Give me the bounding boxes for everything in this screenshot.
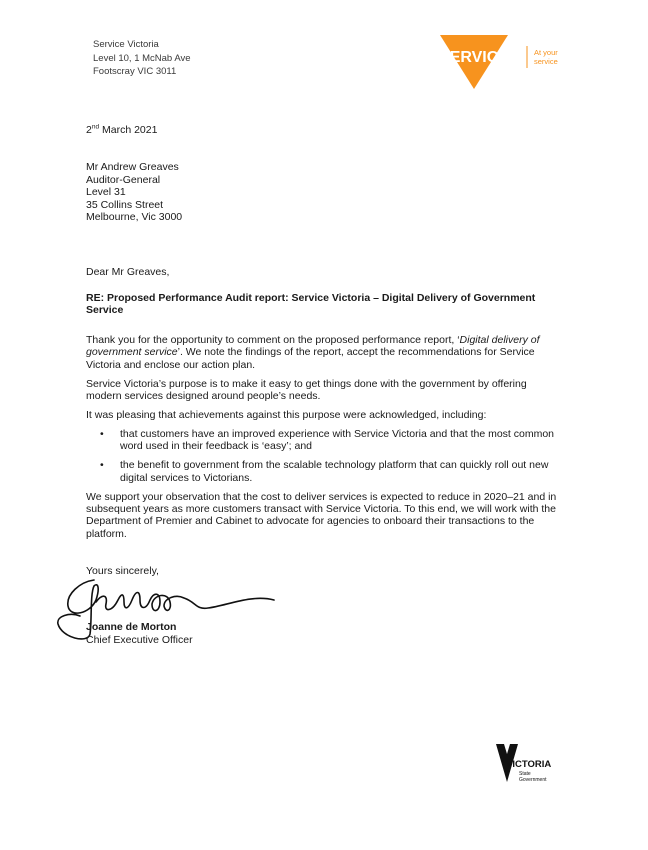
logo-tagline-2: service: [534, 57, 558, 66]
sender-address: [93, 38, 191, 79]
logo-tagline-1: At your: [534, 48, 558, 57]
signer-name: Joanne de Morton: [86, 621, 177, 633]
sender-name: Service Victoria: [93, 39, 159, 50]
logo-wordmark: SERVICE: [439, 49, 509, 66]
paragraph: We support your observation that the cost to deliver services is expected to reduce in 2020–21 and in subsequent years as more customers transact with Service Victoria. To this end, we will work with the Department of Premier and Cabinet to advocate for agencies to onboard their transactions to the platform.: [86, 490, 557, 540]
sender-suburb: Footscray VIC 3011: [93, 66, 177, 77]
vic-logo-sub1: State: [519, 771, 531, 777]
paragraph: It was pleasing that achievements against this purpose were acknowledged, including:: [86, 409, 487, 422]
signer-title: Chief Executive Officer: [86, 633, 193, 646]
paragraph: Thank you for the opportunity to comment on the proposed performance report, ‘Digital delivery of government service’. We note the findings of the report, accept the recommendations for Service Victoria and enclose our action plan.: [86, 334, 540, 371]
vic-logo-word: VICTORIA: [506, 759, 552, 770]
vic-logo-sub2: Government: [519, 777, 547, 783]
bullet-list: [86, 428, 560, 484]
subject-line: RE: Proposed Performance Audit report: Service Victoria – Digital Delivery of Government Service: [86, 292, 536, 317]
signer-block: [86, 621, 193, 646]
letter-body: [86, 334, 560, 547]
service-victoria-logo: [430, 32, 570, 92]
sender-street: Level 10, 1 McNab Ave: [93, 52, 191, 64]
list-item: • the benefit to government from the scalable technology platform that can quickly roll out new digital services to Victorians.: [120, 459, 560, 484]
list-item: • that customers have an improved experience with Service Victoria and that the most common word used in their feedback is ‘easy’; and: [120, 428, 560, 453]
letter-date: 2nd March 2021: [86, 123, 158, 136]
recipient-level: Level 31: [86, 186, 126, 199]
salutation: Dear Mr Greaves,: [86, 266, 170, 278]
recipient-street: 35 Collins Street: [86, 198, 164, 211]
recipient-address: [86, 161, 182, 224]
victoria-state-government-logo: [494, 740, 566, 784]
recipient-title: Auditor-General: [86, 173, 161, 186]
paragraph: Service Victoria’s purpose is to make it easy to get things done with the government by offering modern services designed around people’s needs.: [86, 377, 527, 403]
closing: Yours sincerely,: [86, 565, 159, 577]
recipient-name: Mr Andrew Greaves: [86, 161, 179, 173]
recipient-city: Melbourne, Vic 3000: [86, 211, 183, 224]
